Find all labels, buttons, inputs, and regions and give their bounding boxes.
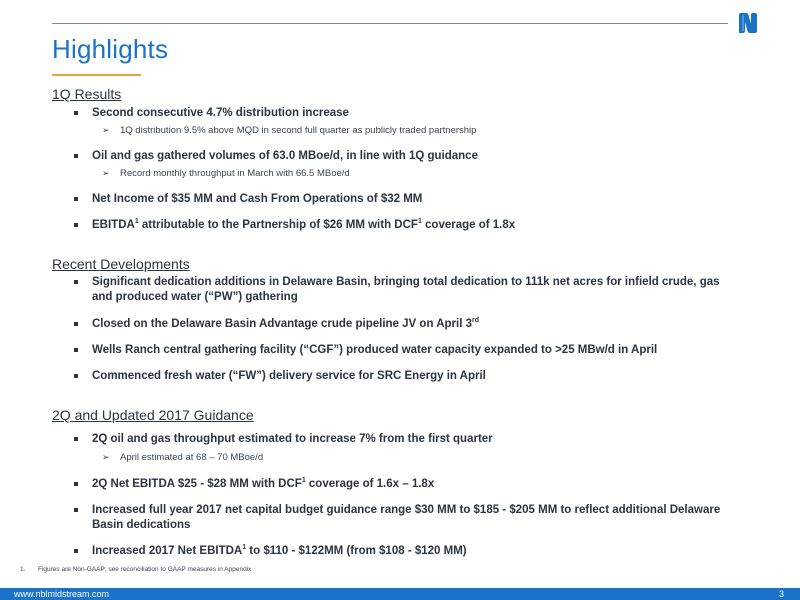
page-title: Highlights bbox=[52, 34, 169, 64]
bullet-text: Wells Ranch central gathering facility (“CGF”) produced water capacity expanded to >25 MBw/d in April bbox=[92, 344, 658, 356]
footer-url-link[interactable]: www.nblmidstream.com bbox=[14, 589, 110, 599]
bullet-square-icon bbox=[74, 437, 78, 441]
footnote-number: 1. bbox=[20, 566, 26, 573]
bullet-square-icon bbox=[74, 348, 78, 352]
bullet-text: EBITDA$^1$ attributable to the Partnership of $26 MM with DCF$^1$ coverage of 1.8x bbox=[92, 218, 516, 231]
bullet-square-icon bbox=[74, 374, 78, 378]
bullet-text: 2Q Net EBITDA $25 - $28 MM with DCF$^1$ coverage of 1.6x – 1.8x bbox=[92, 477, 435, 490]
sub-bullet-text: Record monthly throughput in March with 66.5 MBoe/d bbox=[120, 168, 350, 179]
bullet-text: 2Q oil and gas throughput estimated to increase 7% from the first quarter bbox=[92, 433, 493, 445]
arrow-bullet-icon: ➢ bbox=[102, 125, 110, 135]
bullet-text: Increased full year 2017 net capital budget guidance range $30 MM to $185 - $205 MM to reflect additional Delaware Basin dedications bbox=[92, 504, 721, 531]
arrow-bullet-icon: ➢ bbox=[102, 168, 110, 178]
bullet-square-icon bbox=[74, 508, 78, 512]
bullet-square-icon bbox=[74, 549, 78, 553]
arrow-bullet-icon: ➢ bbox=[102, 452, 110, 462]
bullet-text: Commenced fresh water (“FW”) delivery service for SRC Energy in April bbox=[92, 370, 486, 382]
bullet-text: Closed on the Delaware Basin Advantage crude pipeline JV on April 3rd bbox=[92, 317, 480, 330]
bullet-square-icon bbox=[74, 223, 78, 227]
sub-bullet-text: 1Q distribution 9.5% above MQD in second full quarter as publicly traded partnership bbox=[120, 125, 477, 136]
sub-bullet-text: April estimated at 68 – 70 MBoe/d bbox=[120, 452, 264, 463]
title-underline bbox=[52, 74, 141, 76]
bullet-text: Second consecutive 4.7% distribution increase bbox=[92, 107, 349, 119]
bullet-square-icon bbox=[74, 111, 78, 115]
bullet-text: Increased 2017 Net EBITDA$^1$ to $110 - $122MM (from $108 - $120 MM) bbox=[92, 544, 467, 557]
company-logo-icon bbox=[738, 12, 758, 34]
bullet-square-icon bbox=[74, 197, 78, 201]
section-heading-1q-results: 1Q Results bbox=[52, 86, 122, 102]
bullet-square-icon bbox=[74, 482, 78, 486]
page-number: 3 bbox=[778, 589, 784, 599]
bullet-square-icon bbox=[74, 322, 78, 326]
bullet-square-icon bbox=[74, 280, 78, 284]
bullet-text: Net Income of $35 MM and Cash From Operations of $32 MM bbox=[92, 193, 423, 205]
footnote-text: Figures are Non-GAAP; see reconciliation to GAAP measures in Appendix bbox=[38, 566, 252, 573]
section-heading-recent-developments: Recent Developments bbox=[52, 256, 190, 272]
section-heading-2q-guidance: 2Q and Updated 2017 Guidance bbox=[52, 407, 254, 423]
bullet-text: Oil and gas gathered volumes of 63.0 MBoe/d, in line with 1Q guidance bbox=[92, 150, 478, 162]
bullet-square-icon bbox=[74, 154, 78, 158]
footer-bar bbox=[0, 588, 800, 600]
bullet-text: Significant dedication additions in Delaware Basin, bringing total dedication to 111k net acres for infield crude, gas and produced water (“PW”) gathering bbox=[92, 276, 720, 303]
top-rule bbox=[52, 23, 728, 24]
